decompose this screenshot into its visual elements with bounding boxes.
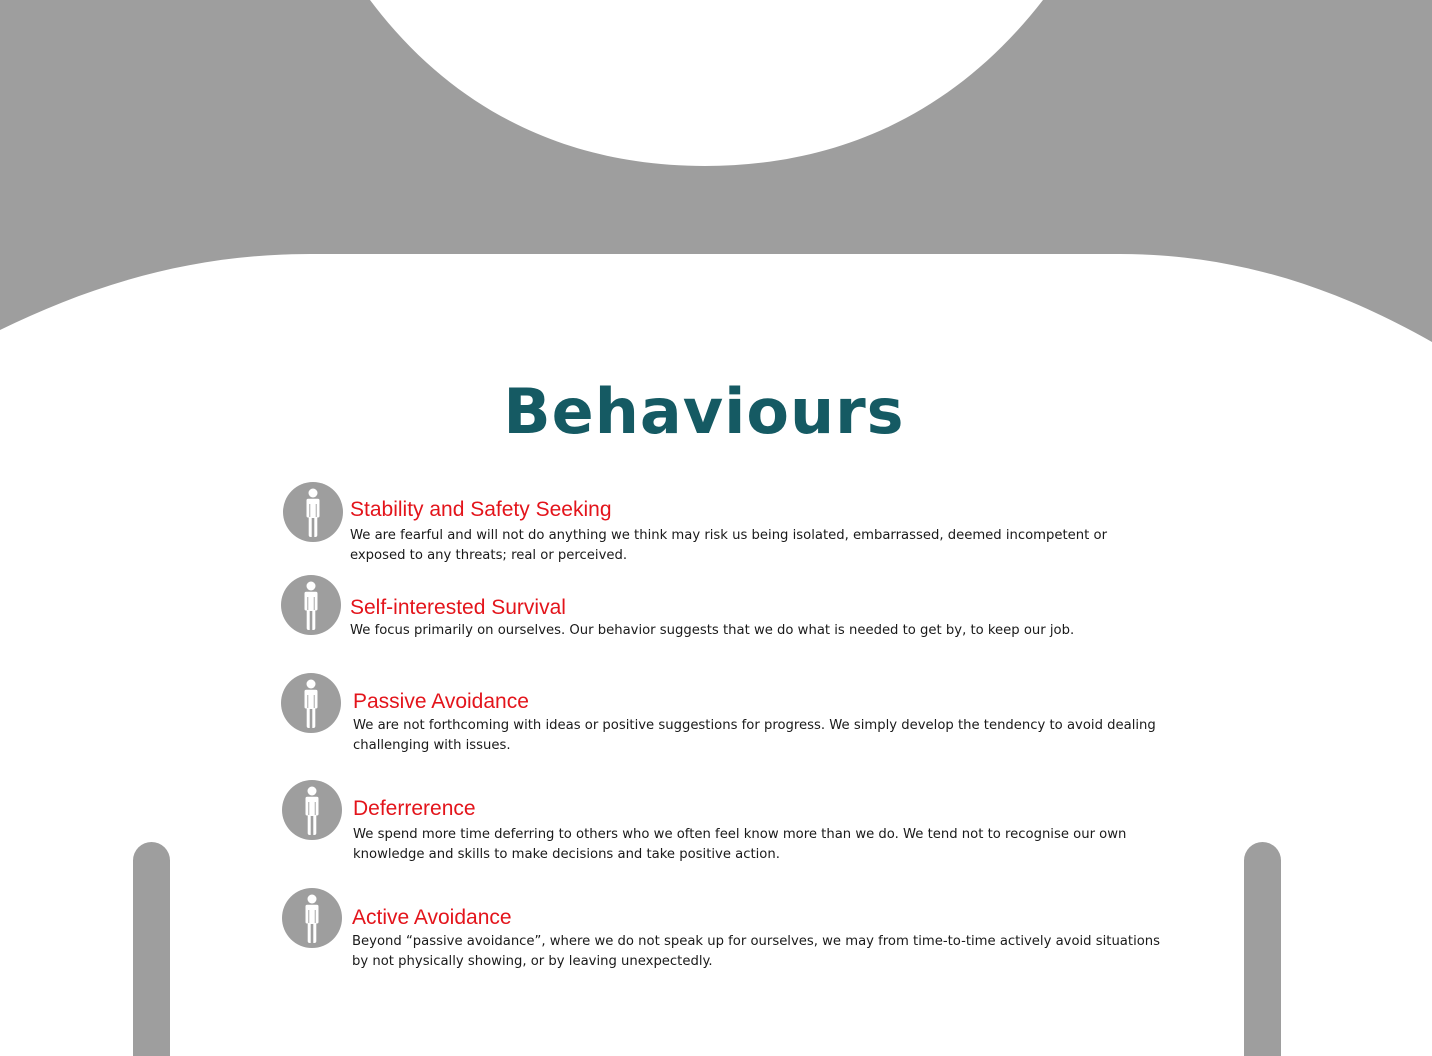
behaviour-heading: Deferrerence: [353, 797, 476, 820]
behaviour-heading: Stability and Safety Seeking: [350, 498, 612, 521]
person-icon: [283, 482, 343, 542]
person-icon: [281, 673, 341, 733]
person-icon: [282, 888, 342, 948]
behaviour-description: We focus primarily on ourselves. Our behavior suggests that we do what is needed to get by, to keep our job.: [350, 623, 1075, 638]
behaviour-description: We are fearful and will not do anything we think may risk us being isolated, embarrassed, deemed incompetent or exposed to any threats; real or perceived.: [350, 528, 1108, 563]
person-icon: [281, 575, 341, 635]
person-icon: [282, 780, 342, 840]
top-banner-shape: [0, 0, 1432, 342]
left-pillar: [133, 842, 170, 1056]
behaviour-description: We are not forthcoming with ideas or positive suggestions for progress. We simply develop the tendency to avoid dealing challenging with issues.: [353, 718, 1156, 753]
behaviour-heading: Passive Avoidance: [353, 690, 529, 713]
behaviour-description: We spend more time deferring to others who we often feel know more than we do. We tend not to recognise our own knowledge and skills to make decisions and take positive action.: [353, 827, 1127, 862]
page-title: Behaviours: [503, 375, 905, 448]
behaviour-heading: Self-interested Survival: [350, 596, 566, 619]
behaviour-heading: Active Avoidance: [352, 906, 512, 929]
behaviour-description: Beyond “passive avoidance”, where we do not speak up for ourselves, we may from time-to-time actively avoid situations by not physically showing, or by leaving unexpectedly.: [352, 934, 1161, 969]
right-pillar: [1244, 842, 1281, 1056]
